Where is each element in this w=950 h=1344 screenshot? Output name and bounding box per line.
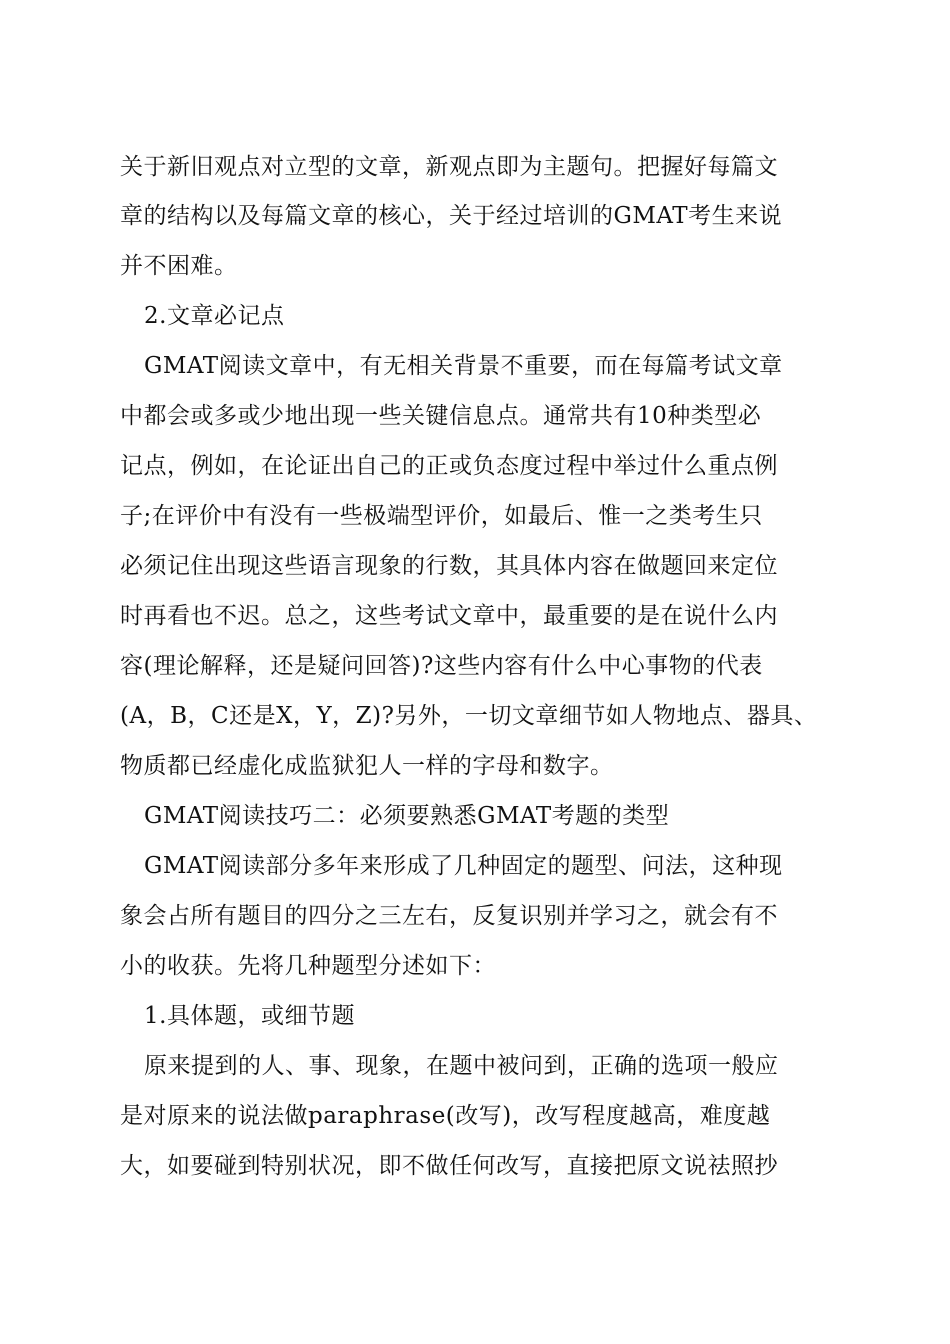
text-line: 是对原来的说法做paraphrase(改写)，改写程度越高，难度越: [120, 1103, 771, 1129]
text-line: 物质都已经虚化成监狱犯人一样的字母和数字。: [120, 753, 614, 779]
text-line: 中都会或多或少地出现一些关键信息点。通常共有10种类型必: [120, 403, 762, 429]
text-line: 章的结构以及每篇文章的核心，关于经过培训的GMAT考生来说: [120, 203, 783, 229]
text-line: GMAT阅读部分多年来形成了几种固定的题型、问法，这种现: [144, 853, 783, 879]
text-line: 大，如要碰到特别状况，即不做任何改写，直接把原文说祛照抄: [120, 1153, 778, 1179]
text-line: GMAT阅读文章中，有无相关背景不重要，而在每篇考试文章: [144, 353, 783, 379]
text-line: 关于新旧观点对立型的文章，新观点即为主题句。把握好每篇文: [120, 154, 778, 180]
text-line: 子;在评价中有没有一些极端型评价，如最后、惟一之类考生只: [120, 503, 763, 529]
text-line: 容(理论解释，还是疑问回答)?这些内容有什么中心事物的代表: [120, 653, 763, 679]
text-line: 记点，例如，在论证出自己的正或负态度过程中举过什么重点例: [120, 453, 778, 479]
section-heading: 2.文章必记点: [144, 303, 285, 329]
section-heading: GMAT阅读技巧二：必须要熟悉GMAT考题的类型: [144, 803, 670, 829]
text-line: 原来提到的人、事、现象，在题中被问到，正确的选项一般应: [144, 1053, 779, 1079]
text-line: 必须记住出现这些语言现象的行数，其具体内容在做题回来定位: [120, 553, 778, 579]
text-line: 小的收获。先将几种题型分述如下：: [120, 953, 496, 979]
text-line: 象会占所有题目的四分之三左右，反复识别并学习之，就会有不: [120, 903, 778, 929]
text-line: 时再看也不迟。总之，这些考试文章中，最重要的是在说什么内: [120, 603, 778, 629]
text-line: 并不困难。: [120, 253, 238, 279]
text-line: (A，B，C还是X，Y，Z)?另外，一切文章细节如人物地点、器具、: [120, 703, 818, 729]
section-heading: 1.具体题，或细节题: [144, 1003, 355, 1029]
